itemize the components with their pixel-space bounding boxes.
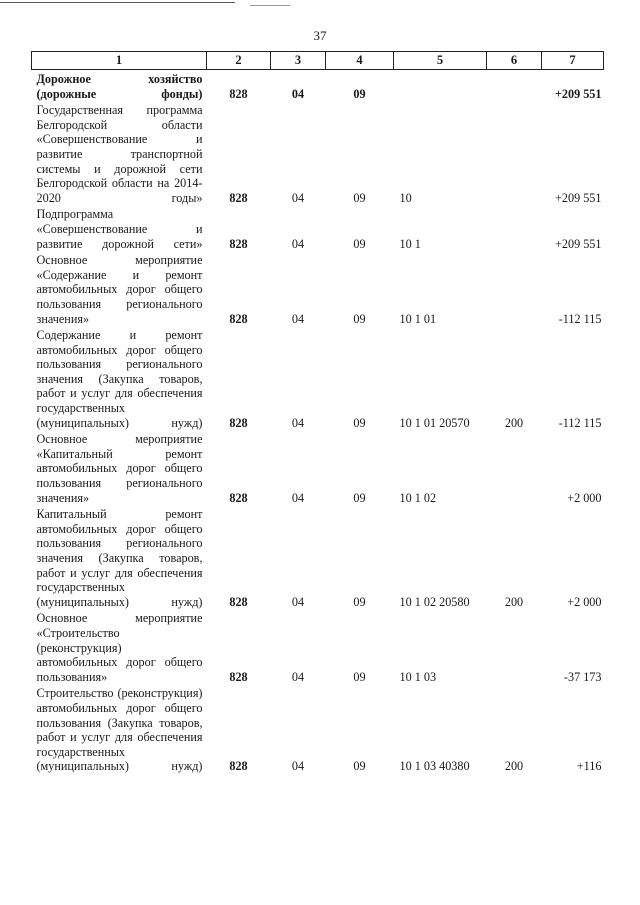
target-code: 10 1 01	[399, 311, 437, 326]
target-code: 10 1 03	[399, 669, 437, 684]
ministry-code: 828	[229, 594, 248, 609]
row-name: Основное мероприятие «Содержание и ремонт автомобильных дорог общего пользования регионального значения»	[36, 253, 203, 326]
ministry-code: 828	[229, 86, 248, 101]
subsection-code: 09	[353, 311, 366, 326]
target-code: 10 1 02 20580	[399, 594, 470, 609]
ministry-code: 828	[229, 759, 248, 774]
expense-type-code	[487, 251, 542, 326]
table-row	[32, 609, 604, 684]
column-header: 1	[32, 52, 207, 70]
row-name: Строительство (реконструкция) автомобильных дорог общего пользования (Закупка товаров, работ и услуг для обеспечения государственных (муниципальных) нужд)	[36, 686, 203, 774]
table-row	[32, 505, 604, 609]
table-row	[32, 684, 604, 774]
column-header: 4	[326, 52, 394, 70]
row-name: Основное мероприятие «Капитальный ремонт автомобильных дорог общего пользования регионального значения»	[36, 432, 203, 505]
table-row	[32, 101, 604, 205]
target-code: 10 1 01 20570	[399, 415, 470, 430]
table-row	[32, 205, 604, 251]
section-code: 04	[291, 490, 305, 505]
amount: +209 551	[555, 236, 602, 251]
page-number: 37	[313, 28, 327, 43]
amount: +209 551	[554, 86, 602, 101]
row-name: Основное мероприятие «Строительство (реконструкция) автомобильных дорог общего пользования»	[36, 611, 203, 684]
row-name: Содержание и ремонт автомобильных дорог общего пользования регионального значения (Закупка товаров, работ и услуг для обеспечения государственных (муниципальных) нужд)	[36, 328, 203, 430]
ministry-code: 828	[229, 669, 248, 684]
amount: -112 115	[558, 311, 602, 326]
column-header: 7	[542, 52, 604, 70]
expense-type-code: 200	[504, 415, 524, 430]
target-code	[394, 70, 487, 102]
row-name: Дорожное хозяйство (дорожные фонды)	[36, 72, 203, 101]
expense-type-code	[487, 430, 542, 505]
column-header: 5	[394, 52, 487, 70]
expense-type-code: 200	[504, 759, 524, 774]
ministry-code: 828	[229, 490, 248, 505]
section-code: 04	[291, 86, 305, 101]
subsection-code: 09	[353, 759, 366, 774]
budget-table	[31, 51, 604, 774]
subsection-code: 09	[353, 415, 366, 430]
table-row	[32, 70, 604, 102]
header-row	[32, 52, 604, 70]
row-name: Капитальный ремонт автомобильных дорог общего пользования регионального значения (Закупка товаров, работ и услуг для обеспечения государственных (муниципальных) нужд)	[36, 507, 203, 609]
table-row	[32, 251, 604, 326]
table-body	[32, 70, 604, 774]
section-code: 04	[291, 669, 305, 684]
ministry-code: 828	[229, 236, 248, 251]
section-code: 04	[291, 190, 305, 205]
target-code: 10 1 03 40380	[399, 759, 470, 774]
ministry-code: 828	[229, 311, 248, 326]
amount: +2 000	[567, 594, 602, 609]
expense-type-code	[487, 205, 542, 251]
column-header: 3	[271, 52, 326, 70]
scan-artifact-line	[0, 2, 235, 3]
amount: -37 173	[563, 669, 602, 684]
target-code: 10	[399, 190, 412, 205]
expense-type-code	[487, 101, 542, 205]
scan-artifact-line	[250, 5, 290, 6]
ministry-code: 828	[229, 415, 248, 430]
section-code: 04	[291, 759, 305, 774]
target-code: 10 1 02	[399, 490, 437, 505]
section-code: 04	[291, 415, 305, 430]
row-name: Подпрограмма «Совершенствование и развитие дорожной сети»	[36, 207, 203, 251]
amount: -112 115	[558, 415, 602, 430]
table-row	[32, 430, 604, 505]
column-header: 6	[487, 52, 542, 70]
subsection-code: 09	[353, 669, 366, 684]
target-code: 10 1	[399, 236, 421, 251]
expense-type-code	[487, 70, 542, 102]
table-row	[32, 326, 604, 430]
section-code: 04	[291, 236, 305, 251]
amount: +2 000	[567, 490, 602, 505]
subsection-code: 09	[353, 190, 366, 205]
column-header: 2	[207, 52, 271, 70]
expense-type-code	[487, 609, 542, 684]
amount: +209 551	[555, 190, 602, 205]
subsection-code: 09	[353, 594, 366, 609]
section-code: 04	[291, 311, 305, 326]
section-code: 04	[291, 594, 305, 609]
ministry-code: 828	[229, 190, 248, 205]
subsection-code: 09	[353, 236, 366, 251]
amount: +116	[576, 759, 602, 774]
subsection-code: 09	[353, 86, 366, 101]
row-name: Государственная программа Белгородской области «Совершенствование и развитие транспортной системы и дорожной сети Белгородской области на 2014-2020 годы»	[36, 103, 203, 205]
table-header	[32, 52, 604, 70]
expense-type-code: 200	[504, 594, 524, 609]
subsection-code: 09	[353, 490, 366, 505]
